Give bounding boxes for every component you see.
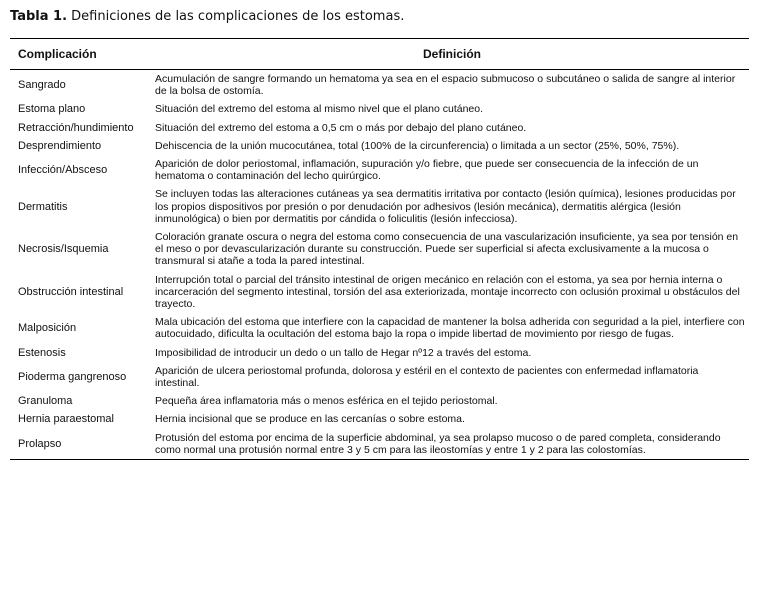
complication-definition: Se incluyen todas las alteraciones cutáneas ya sea dermatitis irritativa por contacto (lesión química), lesiones producidas por los propios dispositivos por presión o por denudación por adhesivos (lesión mecánica), dermatitis alérgica (lesión inmunológica) o bien por dermatitis por cándida o foliculitis (lesión infecciosa). [155, 188, 736, 225]
complication-term: Granuloma [18, 395, 73, 408]
complication-term: Sangrado [18, 79, 66, 92]
table-row [10, 362, 749, 392]
complication-definition: Coloración granate oscura o negra del estoma como consecuencia de una vascularización insuficiente, ya sea por tensión en el meso o por devascularización durante su construcción. Puede ser superficial si afecta exclusivamente a la mucosa o transmural si atañe a toda la pared intestinal. [155, 231, 739, 268]
table-row [10, 410, 749, 428]
complication-definition: Hernia incisional que se produce en las cercanías o sobre estoma. [155, 413, 465, 426]
table-row [10, 271, 749, 314]
complication-definition: Imposibilidad de introducir un dedo o un tallo de Hegar nº12 a través del estoma. [155, 346, 532, 359]
caption-label: Tabla 1. [10, 9, 68, 24]
complication-term: Dermatitis [18, 200, 68, 213]
table-row [10, 185, 749, 228]
complication-definition: Mala ubicación del estoma que interfiere con la capacidad de mantener la bolsa adherida con seguridad a la piel, interfiere con autocuidado, dificulta la ocultación del estoma bajo la ropa o impide libertad de movimiento por riesgo de fugas. [155, 316, 745, 341]
complication-term: Retracción/hundimiento [18, 121, 134, 134]
table-row [10, 344, 749, 362]
complication-definition: Aparición de dolor periostomal, inflamación, supuración y/o fiebre, que puede ser consecuencia de la infección de un hematoma o contaminación del lecho quirúrgico. [155, 158, 699, 183]
table-row [10, 313, 749, 343]
complications-table [10, 38, 749, 460]
complication-definition: Dehiscencia de la unión mucocutánea, total (100% de la circunferencia) o limitada a un sector (25%, 50%, 75%). [155, 139, 680, 152]
table-row [10, 228, 749, 271]
complication-term: Hernia paraestomal [18, 413, 114, 426]
complication-definition: Interrupción total o parcial del tránsito intestinal de origen mecánico en relación con el estoma, ya sea por hernia interna o incarceración del segmento intestinal, torsión del asa exteriorizada, montaje incorrecto con oclusión proximal u obstáculos del trayecto. [155, 273, 740, 311]
complication-term: Estenosis [18, 346, 66, 359]
table-row [10, 392, 749, 410]
complication-term: Estoma plano [18, 103, 86, 116]
complication-term: Desprendimiento [18, 139, 102, 152]
caption-text: Definiciones de las complicaciones de los estomas. [71, 9, 405, 24]
complication-definition: Situación del extremo del estoma a 0,5 cm o más por debajo del plano cutáneo. [155, 121, 527, 134]
table-row [10, 429, 749, 460]
table-row [10, 137, 749, 155]
complication-term: Malposición [18, 322, 77, 335]
complication-definition: Pequeña área inflamatoria más o menos esférica en el tejido periostomal. [155, 395, 498, 408]
header-definition: Definición [422, 47, 481, 61]
complication-term: Obstrucción intestinal [18, 285, 124, 298]
complication-definition: Acumulación de sangre formando un hematoma ya sea en el espacio submucoso o subcutáneo o salida de sangre al interior de la bolsa de ostomía. [155, 73, 736, 98]
complication-definition: Situación del extremo del estoma al mismo nivel que el plano cutáneo. [155, 103, 484, 116]
table-row [10, 155, 749, 185]
complication-term: Necrosis/Isquemia [18, 243, 109, 256]
complication-term: Pioderma gangrenoso [18, 370, 127, 383]
table-row [10, 70, 749, 101]
header-complication: Complicación [18, 47, 97, 61]
complication-definition: Aparición de ulcera periostomal profunda, dolorosa y estéril en el contexto de pacientes con enfermedad inflamatoria intestinal. [155, 364, 699, 390]
table-caption [10, 9, 750, 24]
complication-term: Infección/Absceso [18, 164, 108, 177]
table-row [10, 100, 749, 118]
complication-definition: Protusión del estoma por encima de la superficie abdominal, ya sea prolapso mucoso o de pared completa, considerando como normal una protusión normal entre 3 y 5 cm para las ileostomías y entre 1 y 2 para las colostomías. [155, 431, 721, 456]
complication-term: Prolapso [18, 437, 62, 450]
table-row [10, 119, 749, 137]
table-header-row [10, 39, 749, 70]
